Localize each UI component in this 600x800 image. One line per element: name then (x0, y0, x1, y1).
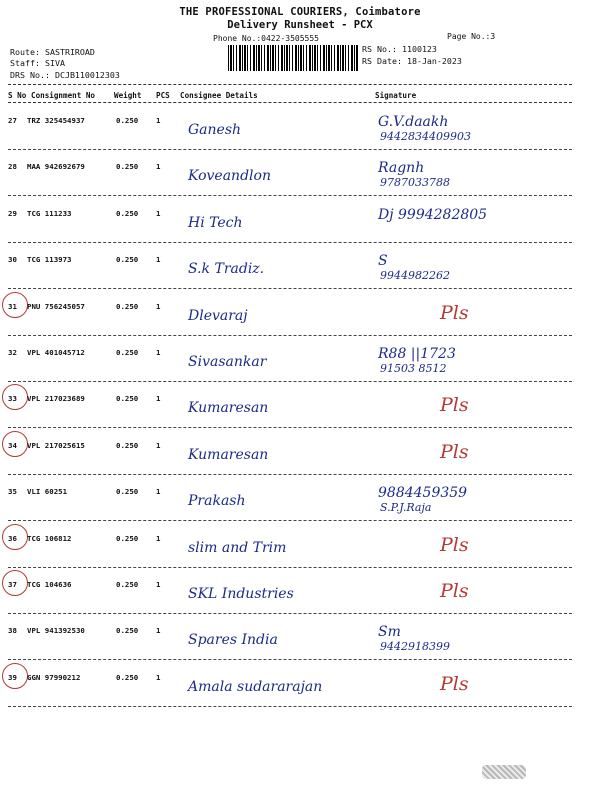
staff: Staff: SIVA (10, 58, 65, 68)
pls-note: Pls (440, 580, 469, 602)
serial-number: 38 (8, 626, 17, 636)
serial-number: 39 (8, 672, 17, 682)
pieces: 1 (156, 255, 161, 265)
pieces: 1 (156, 348, 161, 357)
table-row (8, 104, 572, 150)
consignment-number: VPL 941392530 (27, 626, 85, 636)
col-sno: S No (8, 91, 27, 100)
route: Route: SASTRIROAD (10, 47, 95, 57)
table-row (8, 429, 572, 475)
pls-note: Pls (440, 440, 469, 463)
col-consignee: Consignee Details (180, 91, 258, 100)
serial-number: 34 (8, 440, 17, 450)
col-weight: Weight (114, 91, 142, 100)
consignment-number: TCG 111233 (27, 208, 72, 218)
consignee-name: Koveandlon (188, 168, 271, 185)
pieces: 1 (156, 487, 161, 497)
runsheet-title: THE PROFESSIONAL COURIERS, Coimbatore (179, 6, 421, 18)
consignee-name: slim and Trim (188, 539, 287, 556)
signature: 9884459359 (378, 485, 468, 502)
row-divider (8, 706, 572, 707)
phone-number: Phone No.:0422-3505555 (213, 34, 319, 43)
col-pcs: PCS (156, 91, 170, 100)
signature-phone: 9787033788 (380, 176, 450, 190)
serial-number: 33 (8, 394, 17, 404)
table-row (8, 336, 572, 382)
consignment-number: VLI 60251 (27, 487, 68, 497)
pieces: 1 (156, 672, 161, 682)
pieces: 1 (156, 626, 161, 636)
pls-note: Pls (440, 672, 469, 695)
consignee-name: Sivasankar (188, 354, 267, 370)
signature: S (378, 253, 388, 270)
table-row (8, 661, 572, 707)
serial-number: 31 (8, 301, 17, 311)
serial-number: 28 (8, 162, 17, 172)
consignee-name: Kumaresan (188, 400, 269, 417)
table-row (8, 522, 572, 568)
pieces: 1 (156, 162, 161, 172)
serial-number: 35 (8, 487, 17, 497)
weight: 0.250 (116, 255, 139, 265)
table-row (8, 290, 572, 336)
signature-phone: S.P.J.Raja (380, 501, 432, 515)
serial-number: 27 (8, 116, 17, 125)
ink-smudge (482, 765, 526, 779)
weight: 0.250 (116, 440, 139, 450)
consignment-number: VPL 217025615 (27, 440, 85, 450)
col-signature: Signature (375, 91, 417, 100)
signature-phone: 9442834409903 (380, 130, 471, 143)
barcode (228, 45, 358, 71)
header-rule-top (8, 84, 572, 85)
table-row (8, 568, 572, 614)
header-rule-bottom (8, 102, 572, 103)
consignment-number: PNU 756245057 (27, 301, 85, 311)
consignee-name: Spares India (188, 632, 278, 649)
serial-number: 32 (8, 348, 17, 357)
consignee-name: SKL Industries (188, 586, 294, 602)
serial-number: 29 (8, 208, 17, 218)
pls-note: Pls (440, 394, 469, 417)
rs-number: RS No.: 1100123 (362, 44, 437, 54)
table-row (8, 243, 572, 289)
consignee-name: Kumaresan (188, 446, 269, 463)
pls-note: Pls (440, 533, 469, 556)
table-row (8, 382, 572, 428)
pieces: 1 (156, 394, 161, 404)
weight: 0.250 (116, 348, 139, 357)
consignee-name: Hi Tech (188, 214, 243, 231)
runsheet-subtitle: Delivery Runsheet - PCX (227, 19, 373, 31)
weight: 0.250 (116, 533, 139, 543)
consignment-number: VPL 401045712 (27, 348, 85, 357)
weight: 0.250 (116, 116, 139, 125)
weight: 0.250 (116, 672, 139, 682)
signature: Dj 9994282805 (378, 206, 488, 223)
pieces: 1 (156, 301, 161, 311)
signature-phone: 9944982262 (380, 269, 450, 283)
weight: 0.250 (116, 208, 139, 218)
serial-number: 37 (8, 580, 17, 589)
rs-date: RS Date: 18-Jan-2023 (362, 56, 462, 66)
serial-number: 30 (8, 255, 17, 265)
consignment-number: TCG 104636 (27, 580, 72, 589)
pieces: 1 (156, 208, 161, 218)
consignment-number: TRZ 325454937 (27, 116, 85, 125)
drs-number: DRS No.: DCJB110012303 (10, 70, 120, 80)
table-row (8, 475, 572, 521)
pls-note: Pls (440, 301, 469, 324)
consignment-number: GGN 97990212 (27, 672, 81, 682)
pieces: 1 (156, 116, 161, 125)
table-row (8, 150, 572, 196)
consignment-number: MAA 942692679 (27, 162, 85, 172)
table-row (8, 197, 572, 243)
signature-phone: 91503 8512 (380, 362, 447, 375)
weight: 0.250 (116, 301, 139, 311)
consignment-number: TCG 106812 (27, 533, 72, 543)
consignee-name: Prakash (188, 493, 246, 510)
consignee-name: Amala sudararajan (188, 678, 323, 695)
signature-phone: 9442918399 (380, 640, 450, 654)
signature: G.V.daakh (378, 114, 449, 130)
signature: Sm (378, 624, 401, 641)
pieces: 1 (156, 580, 161, 589)
weight: 0.250 (116, 162, 139, 172)
consignee-name: S.k Tradiz. (188, 261, 265, 278)
weight: 0.250 (116, 394, 139, 404)
weight: 0.250 (116, 580, 139, 589)
pieces: 1 (156, 440, 161, 450)
consignee-name: Dlevaraj (188, 307, 248, 324)
pieces: 1 (156, 533, 161, 543)
weight: 0.250 (116, 626, 139, 636)
serial-number: 36 (8, 533, 17, 543)
signature: R88 ||1723 (378, 346, 456, 362)
signature: Ragnh (378, 160, 425, 177)
consignment-number: TCG 113973 (27, 255, 72, 265)
weight: 0.250 (116, 487, 139, 497)
page-number: Page No.:3 (447, 32, 496, 41)
table-row (8, 614, 572, 660)
col-consignment: Consignment No (31, 91, 96, 100)
consignee-name: Ganesh (188, 122, 242, 138)
consignment-number: VPL 217023689 (27, 394, 85, 404)
